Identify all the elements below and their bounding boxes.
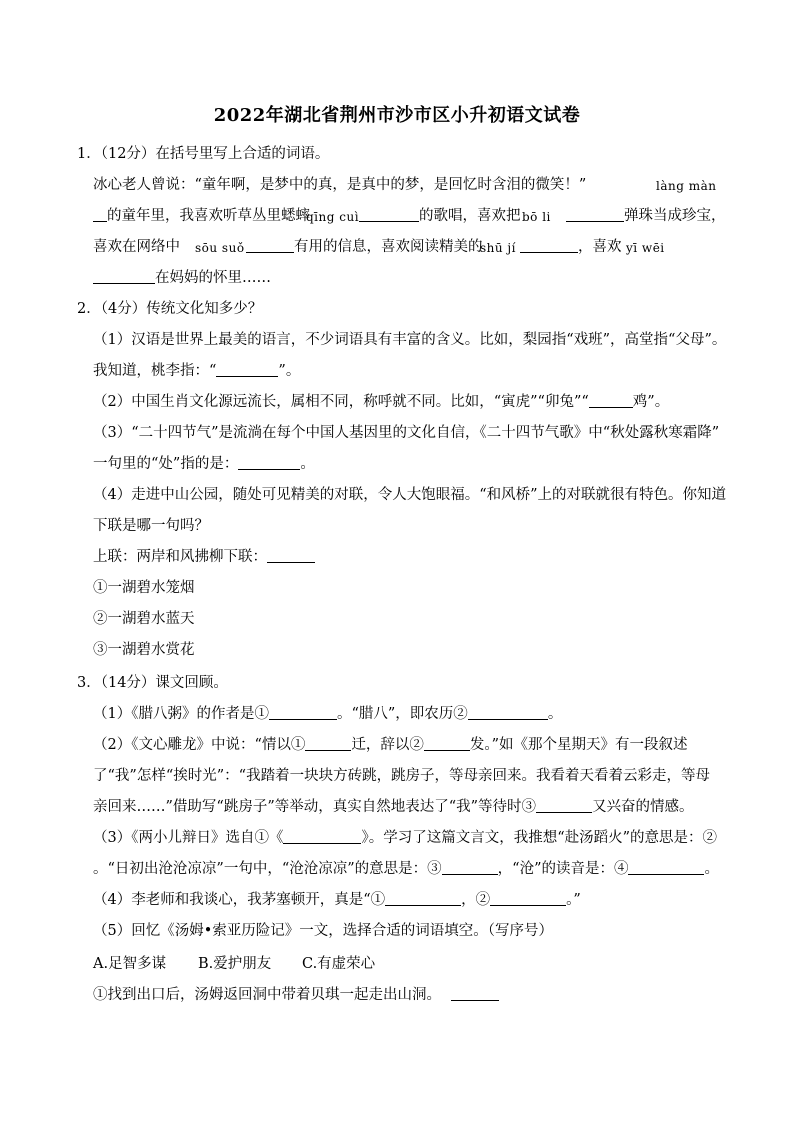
q2-s3-line2 [93,455,315,473]
q3-s2-line3 [93,798,694,816]
q3-s1 [93,705,562,723]
q2-s4-line1: （4）走进中山公园，随处可见精美的对联，令人大饱眼福。“和风桥”上的对联就很有特色。你知道 [93,487,727,503]
q1-line3-end [520,238,622,256]
q2-s3-line2-a: 一句里的“处”指的是： [93,456,239,472]
q1-header: 1．（12分）在括号里写上合适的词语。 [77,146,330,162]
q3-s1-b: 。“腊八”，即农历② [336,706,468,722]
q1-line3-b: 有用的信息，喜欢阅读精美的 [294,239,483,255]
q3-s2-line2: 了“我”怎样“挨时光”：“我踏着一块块方砖跳，跳房子，等母亲回来。我看着天看着云彩走，等母 [93,768,711,784]
q3-s1-c: 。 [547,706,563,722]
blank-feeling[interactable] [536,798,592,813]
q3-item-1 [93,986,499,1004]
q2-s1-line2-a: 我知道，桃李指：“ [93,363,217,379]
q1-line4 [93,269,271,287]
blank-ci[interactable] [424,736,470,751]
q2-header: 2．（4分）传统文化知多少？ [77,301,263,317]
blank-boli[interactable] [566,207,624,222]
q3-s2-line3-a: 亲回来……”借助写“跳房子”等举动，真实自然地表达了“我”等待时③ [93,799,537,815]
blank-xialian[interactable] [267,548,315,563]
blank-chu[interactable] [238,455,300,470]
q3-option-c: C.有虚荣心 [302,956,376,972]
q3-s3-line2-a: 。“日初出沧沧凉凉”一句中，“沧沧凉凉”的意思是：③ [93,861,442,877]
blank-yiwei[interactable] [93,269,155,284]
blank-pronunciation[interactable] [628,860,704,875]
blank-quote-2[interactable] [490,891,566,906]
q3-s3-line2 [93,860,719,878]
q2-s2-b: 鸡”。 [632,394,670,410]
q3-s4-c: 。” [566,892,581,908]
q3-item-1-text: ①找到出口后，汤姆返回洞中带着贝琪一起走出山洞。 [93,987,441,1003]
pinyin-yiwei: yī wēi [626,241,665,255]
q2-s4-line3-text: 上联：两岸和风拂柳下联： [93,549,267,565]
q1-line3-c: ，喜欢 [578,239,622,255]
q2-s2-a: （2）中国生肖文化源远流长，属相不同，称呼就不同。比如，“寅虎”“卯兔”“ [93,394,589,410]
blank-meaning[interactable] [442,860,498,875]
page-title: 2022年湖北省荆州市沙市区小升初语文试卷 [213,105,581,126]
q3-s3-line1-b: 》。学习了这篇文言文，我推想“赴汤蹈火”的意思是：② [361,830,718,846]
q1-line3-a: 喜欢在网络中 [93,239,180,255]
q1-line2-a: 的童年里，我喜欢听草丛里蟋蟀 [107,208,310,224]
q3-header: 3．（14分）课文回顾。 [77,675,228,691]
q3-s3-line2-b: ，“沧”的读音是：④ [497,861,629,877]
q2-s3-line1: （3）“二十四节气”是流淌在每个中国人基因里的文化自信，《二十四节气歌》中“秋处露秋寒霜降” [93,425,720,441]
q2-option-3: ③一湖碧水赏花 [93,642,195,658]
q3-s2-line1-a: （2）《文心雕龙》中说：“情以① [93,737,306,753]
q2-s2 [93,393,669,411]
q3-s3-line1 [93,829,717,847]
pinyin-sousuo: sōu suǒ [195,241,245,255]
blank-langman[interactable] [93,207,107,222]
q1-line3-mid [246,238,483,256]
q1-line4-text: 在妈妈的怀里…… [155,270,271,286]
pinyin-boli: bō li [522,210,551,224]
q2-option-1: ①一湖碧水笼烟 [93,580,195,596]
blank-item-1[interactable] [451,986,499,1001]
q3-option-a: A.足智多谋 [93,956,167,972]
q2-option-2: ②一湖碧水蓝天 [93,611,195,627]
q1-line2-rest [359,207,521,225]
q1-line2-c: 弹珠当成珍宝， [624,208,726,224]
q1-line1 [93,176,586,194]
blank-qingcui[interactable] [359,207,419,222]
blank-shuji[interactable] [520,238,578,253]
q2-s1-line1: （1）汉语是世界上最美的语言，不少词语具有丰富的含义。比如，梨园指“戏班”，高堂指“父母”。 [93,332,727,348]
blank-lunar-date[interactable] [468,705,548,720]
pinyin-shuji: shū jí [480,241,516,255]
q3-option-b: B.爱护朋友 [198,956,272,972]
blank-quote-1[interactable] [385,891,461,906]
q3-s4 [93,891,581,909]
q3-s5: （5）回忆《汤姆•索亚历险记》一文，选择合适的词语填空。（写序号） [93,923,554,939]
q3-s2-line1 [93,736,688,754]
blank-sousuo[interactable] [246,238,294,253]
q3-s4-b: ，② [461,892,491,908]
q3-s3-line1-a: （3）《两小儿辩日》选自①《 [93,830,284,846]
q3-s1-a: （1）《腊八粥》的作者是① [93,706,269,722]
blank-ji[interactable] [589,393,633,408]
blank-qing[interactable] [305,736,351,751]
q1-line1-text: 冰心老人曾说：“童年啊，是梦中的真，是真中的梦，是回忆时含泪的微笑！” [93,177,587,193]
q1-line2-end [566,207,726,225]
blank-taoli[interactable] [216,362,278,377]
pinyin-qingcui: qīng cuì [306,210,360,224]
pinyin-langman: làng màn [656,179,717,193]
q3-s4-a: （4）李老师和我谈心，我茅塞顿开，真是“① [93,892,386,908]
q2-s1-line2-b: ”。 [278,363,301,379]
q3-s2-line1-c: 发。”如《那个星期天》有一段叙述 [469,737,688,753]
q1-line2 [93,207,310,225]
q2-s4-line2: 下联是哪一句吗？ [93,518,209,534]
q2-s3-line2-b: 。 [300,456,315,472]
q3-s2-line1-b: 迁，辞以② [351,737,424,753]
q3-s2-line3-b: 又兴奋的情感。 [592,799,694,815]
blank-source[interactable] [283,829,361,844]
q1-line2-b: 的歌唱，喜欢把 [419,208,521,224]
blank-author[interactable] [269,705,337,720]
q2-s1-line2 [93,362,300,380]
q2-s4-line3 [93,548,315,566]
q3-s3-line2-c: 。 [704,861,719,877]
